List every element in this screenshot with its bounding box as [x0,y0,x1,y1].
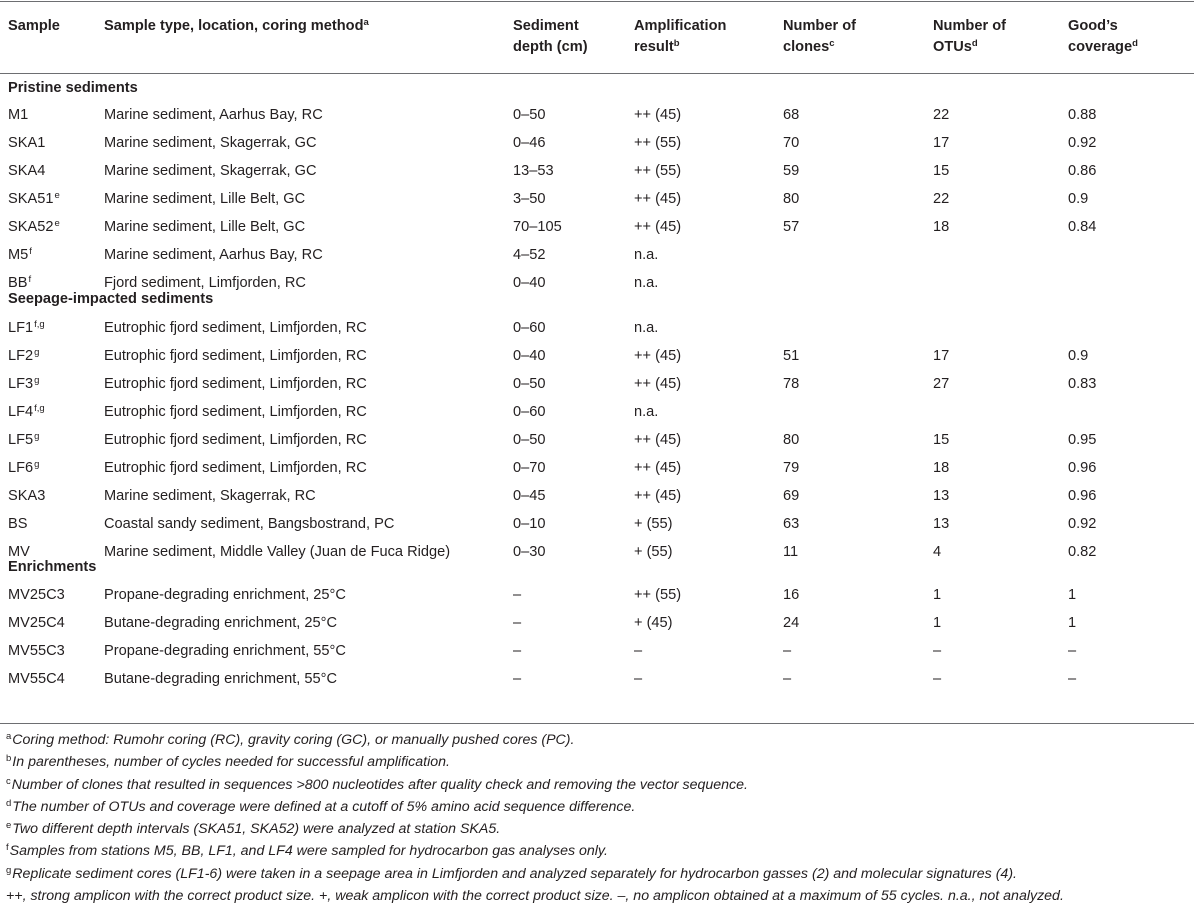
header-sample-type: Sample type, location, coring method$^a$ [104,17,369,34]
header-number-of-otus: Number of OTUs$^d$ [933,18,1006,55]
cell-depth: – [513,587,522,603]
cell-goods-coverage: 0.9 [1068,191,1089,207]
cell-sample: LF3$^g$ [8,375,40,392]
cell-otus: 22 [933,191,950,207]
cell-depth: 4–52 [513,247,546,263]
cell-sample-type: Marine sediment, Middle Valley (Juan de Fuca Ridge) [104,544,451,560]
cell-sample-type: Propane-degrading enrichment, 55°C [104,643,346,659]
table-row [0,484,1194,508]
cell-sample: MV55C3 [8,643,65,659]
cell-amplification: + (45) [634,615,673,631]
cell-sample: SKA1 [8,135,46,151]
table-row [0,611,1194,635]
cell-goods-coverage: 0.86 [1068,163,1097,179]
cell-amplification: ++ (55) [634,135,682,151]
cell-goods-coverage: 0.92 [1068,516,1097,532]
cell-depth: 0–50 [513,107,546,123]
cell-sample-type: Eutrophic fjord sediment, Limfjorden, RC [104,432,367,448]
cell-depth: 0–40 [513,275,546,291]
cell-otus: 18 [933,460,950,476]
table-row [0,428,1194,452]
cell-depth: – [513,671,522,687]
footnote: $^b$In parentheses, number of cycles needed for successful amplification. [6,753,450,771]
cell-sample: LF5$^g$ [8,431,40,448]
bottom-rule [0,723,1194,724]
cell-otus: 15 [933,163,950,179]
footnote: $^e$Two different depth intervals (SKA51, SKA52) were analyzed at station SKA5. [6,820,501,838]
table-row [0,372,1194,396]
cell-goods-coverage: 0.9 [1068,348,1089,364]
cell-otus: 18 [933,219,950,235]
cell-otus: – [933,643,942,659]
cell-amplification: n.a. [634,275,659,291]
cell-sample-type: Marine sediment, Lille Belt, GC [104,219,306,235]
cell-clones: 57 [783,219,800,235]
cell-sample-type: Eutrophic fjord sediment, Limfjorden, RC [104,348,367,364]
cell-goods-coverage: 0.82 [1068,544,1097,560]
table-row [0,512,1194,536]
footnote: $^f$Samples from stations M5, BB, LF1, and LF4 were sampled for hydrocarbon gas analyses only. [6,842,608,860]
footnotes [6,730,1194,906]
table-row [0,583,1194,607]
cell-clones: 16 [783,587,800,603]
cell-otus: 13 [933,516,950,532]
cell-sample: LF2$^g$ [8,347,40,364]
cell-otus: 22 [933,107,950,123]
cell-sample: MV55C4 [8,671,65,687]
cell-depth: 13–53 [513,163,554,179]
cell-amplification: n.a. [634,320,659,336]
cell-sample: SKA3 [8,488,46,504]
footnote: $^d$The number of OTUs and coverage were defined at a cutoff of 5% amino acid sequence difference. [6,797,636,815]
cell-sample: MV [8,544,30,560]
cell-sample: MV25C3 [8,587,65,603]
cell-amplification: ++ (45) [634,219,682,235]
cell-clones: – [783,671,792,687]
cell-otus: 15 [933,432,950,448]
cell-depth: 0–50 [513,376,546,392]
cell-sample-type: Marine sediment, Aarhus Bay, RC [104,247,323,263]
cell-amplification: ++ (45) [634,376,682,392]
cell-sample-type: Eutrophic fjord sediment, Limfjorden, RC [104,376,367,392]
cell-goods-coverage: 1 [1068,587,1077,603]
cell-amplification: ++ (45) [634,488,682,504]
header-rule [0,73,1194,74]
cell-depth: 70–105 [513,219,562,235]
cell-sample: LF1$^{f,g}$ [8,319,45,336]
cell-sample-type: Butane-degrading enrichment, 55°C [104,671,337,687]
cell-otus: 17 [933,135,950,151]
cell-sample-type: Propane-degrading enrichment, 25°C [104,587,346,603]
table-row [0,639,1194,663]
table-row [0,103,1194,127]
cell-goods-coverage: 1 [1068,615,1077,631]
cell-sample-type: Coastal sandy sediment, Bangsbostrand, PC [104,516,395,532]
header-sediment-depth: Sediment depth (cm) [513,18,588,55]
table-row [0,400,1194,424]
table-row [0,456,1194,480]
cell-depth: 3–50 [513,191,546,207]
cell-otus: 13 [933,488,950,504]
cell-sample-type: Marine sediment, Skagerrak, RC [104,488,316,504]
cell-sample-type: Eutrophic fjord sediment, Limfjorden, RC [104,404,367,420]
top-rule [0,1,1194,2]
cell-amplification: n.a. [634,247,659,263]
cell-otus: 17 [933,348,950,364]
cell-sample: SKA51e [8,190,60,207]
cell-goods-coverage: – [1068,643,1077,659]
section-heading-pristine: Pristine sediments [8,80,138,96]
cell-clones: 79 [783,460,800,476]
cell-sample: M5$^f$ [8,246,32,263]
footnote: $^c$Number of clones that resulted in sequences >800 nucleotides after quality check and removing the vector sequence. [6,775,748,793]
footnote: $^a$Coring method: Rumohr coring (RC), gravity coring (GC), or manually pushed cores (PC). [6,731,575,748]
cell-depth: 0–10 [513,516,546,532]
cell-clones: 11 [783,544,799,560]
cell-clones: 78 [783,376,800,392]
cell-depth: 0–45 [513,488,546,504]
cell-clones: 51 [783,348,800,364]
cell-sample-type: Eutrophic fjord sediment, Limfjorden, RC [104,320,367,336]
cell-clones: – [783,643,792,659]
cell-sample-type: Marine sediment, Skagerrak, GC [104,135,317,151]
cell-clones: 80 [783,191,800,207]
cell-amplification: ++ (45) [634,191,682,207]
table-row [0,131,1194,155]
cell-amplification: ++ (55) [634,163,682,179]
cell-goods-coverage: 0.84 [1068,219,1097,235]
header-goods-coverage: Good’s coverage$^d$ [1068,18,1138,55]
cell-depth: 0–60 [513,320,546,336]
cell-clones: 80 [783,432,800,448]
cell-sample: LF6$^g$ [8,459,40,476]
cell-sample-type: Marine sediment, Aarhus Bay, RC [104,107,323,123]
cell-depth: 0–50 [513,432,546,448]
cell-otus: 27 [933,376,950,392]
cell-amplification: ++ (45) [634,460,682,476]
cell-amplification: – [634,643,643,659]
cell-clones: 59 [783,163,800,179]
cell-goods-coverage: 0.88 [1068,107,1097,123]
cell-sample: MV25C4 [8,615,65,631]
cell-clones: 24 [783,615,800,631]
cell-amplification: – [634,671,643,687]
cell-sample: M1 [8,107,29,123]
cell-otus: 1 [933,587,942,603]
cell-goods-coverage: 0.96 [1068,488,1097,504]
cell-goods-coverage: 0.92 [1068,135,1097,151]
footnote: ++, strong amplicon with the correct product size. +, weak amplicon with the correct product size. –, no amplicon obtained at a maximum of 55 cycles. n.a., not analyzed. [6,888,1064,905]
header-amplification-result: Amplification result$^b$ [634,18,727,55]
cell-depth: – [513,615,522,631]
cell-sample-type: Marine sediment, Skagerrak, GC [104,163,317,179]
cell-sample: BS [8,516,28,532]
cell-goods-coverage: – [1068,671,1077,687]
header-sample: Sample [8,18,60,34]
cell-clones: 70 [783,135,800,151]
table-row [0,159,1194,183]
cell-amplification: + (55) [634,516,673,532]
cell-depth: 0–30 [513,544,546,560]
cell-sample-type: Marine sediment, Lille Belt, GC [104,191,306,207]
cell-sample-type: Butane-degrading enrichment, 25°C [104,615,337,631]
cell-sample: $BB^f$ [8,274,32,291]
cell-goods-coverage: 0.83 [1068,376,1097,392]
cell-depth: 0–40 [513,348,546,364]
table-row [0,187,1194,211]
cell-otus: 4 [933,544,942,560]
cell-sample-type: Fjord sediment, Limfjorden, RC [104,275,306,291]
cell-depth: 0–70 [513,460,546,476]
table-row [0,243,1194,267]
cell-otus: – [933,671,942,687]
section-heading-enrichments: Enrichments [8,559,97,575]
cell-otus: 1 [933,615,942,631]
cell-depth: 0–46 [513,135,546,151]
cell-depth: – [513,643,522,659]
cell-amplification: n.a. [634,404,659,420]
cell-amplification: ++ (45) [634,107,682,123]
cell-sample: SKA52e [8,218,60,235]
cell-goods-coverage: 0.95 [1068,432,1097,448]
table-row [0,271,1194,295]
cell-clones: 63 [783,516,800,532]
cell-sample: SKA4 [8,163,46,179]
cell-amplification: + (55) [634,544,673,560]
table-row [0,540,1194,564]
table-row [0,215,1194,239]
cell-amplification: ++ (45) [634,432,682,448]
table-row [0,667,1194,691]
cell-depth: 0–60 [513,404,546,420]
cell-clones: 68 [783,107,800,123]
header-number-of-clones: Number of clones$^c$ [783,18,856,55]
cell-goods-coverage: 0.96 [1068,460,1097,476]
cell-sample-type: Eutrophic fjord sediment, Limfjorden, RC [104,460,367,476]
cell-amplification: ++ (55) [634,587,682,603]
section-heading-seepage: Seepage-impacted sediments [8,291,214,307]
cell-amplification: ++ (45) [634,348,682,364]
cell-clones: 69 [783,488,800,504]
footnote: $^g$Replicate sediment cores (LF1-6) were taken in a seepage area in Limfjorden and analyzed separately for hydrocarbon gasses (2) and molecular signatures (4). [6,864,1017,882]
table-row [0,316,1194,340]
cell-sample: LF4$^{f,g}$ [8,403,45,420]
table-row [0,344,1194,368]
